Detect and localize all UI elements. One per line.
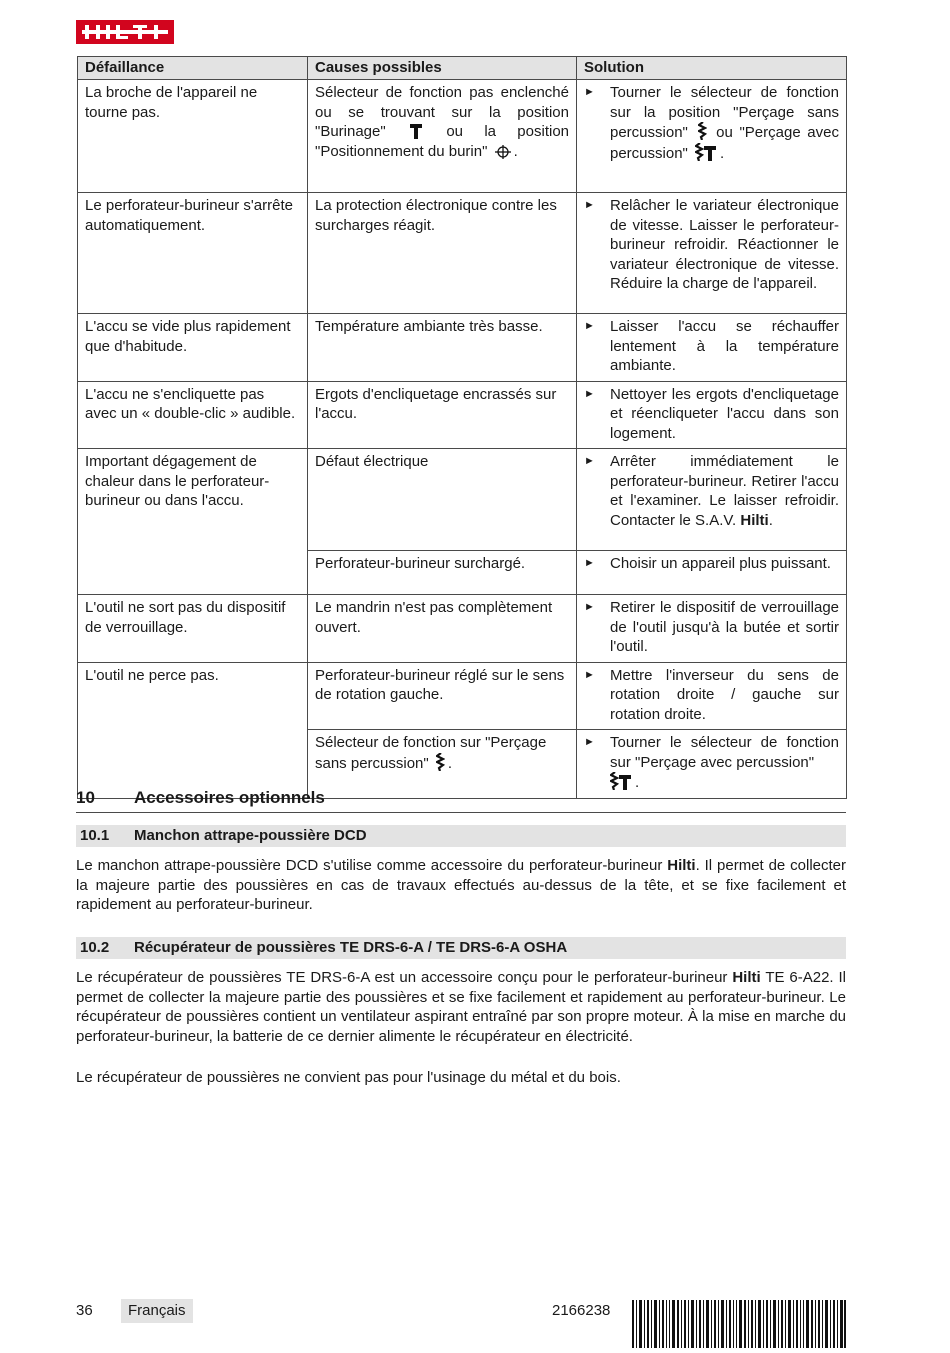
bullet-arrow-icon: ► bbox=[584, 455, 595, 467]
table-row bbox=[78, 80, 847, 193]
solution-cell: ► Laisser l'accu se réchauffer lentement à la température ambiante. bbox=[577, 314, 847, 382]
paragraph: Le récupérateur de poussières TE DRS-6-A est un accessoire conçu pour le perforateur-burineur Hilti TE 6-A22. Il permet de collecter la majeure partie des poussières et se fixe facilement et rapidement au perforateur-burineur. Le récupérateur de poussières contient un ventilateur aspirant entraîné par son propre moteur. À la mise en marche du perforateur-burineur, la batterie de ce dernier alimente le récupérateur en électricité. bbox=[76, 969, 846, 1045]
table-header-row bbox=[78, 57, 847, 80]
drilling-icon bbox=[698, 122, 707, 140]
defect-cell: L'accu se vide plus rapidement que d'habitude. bbox=[78, 314, 308, 382]
table-row bbox=[78, 314, 847, 382]
subsection-title: Manchon attrape-poussière DCD bbox=[134, 827, 367, 844]
bullet-arrow-icon: ► bbox=[584, 601, 595, 613]
solution-cell: ► Nettoyer les ergots d'encliquetage et réencliqueter l'accu dans son logement. bbox=[577, 381, 847, 449]
solution-cell bbox=[577, 80, 847, 193]
column-header-solution: Solution bbox=[577, 57, 847, 80]
table-row bbox=[78, 662, 847, 730]
defect-cell: Important dégagement de chaleur dans le perforateur-burineur ou dans l'accu. bbox=[78, 449, 308, 595]
drilling-icon bbox=[436, 753, 445, 771]
section-heading bbox=[76, 786, 846, 813]
subsection-title: Récupérateur de poussières TE DRS-6-A / TE DRS-6-A OSHA bbox=[134, 939, 568, 956]
defect-cell: La broche de l'appareil ne tourne pas. bbox=[78, 80, 308, 193]
subsection-number: 10.1 bbox=[80, 827, 110, 844]
solution-cell: ► Arrêter immédiatement le perforateur-burineur. Retirer l'accu et l'examiner. Le laisser refroidir. Contacter le S.A.V. Hilti. bbox=[577, 449, 847, 551]
bullet-arrow-icon: ► bbox=[584, 557, 595, 569]
bullet-arrow-icon: ► bbox=[584, 387, 595, 400]
troubleshooting-table bbox=[77, 56, 847, 799]
defect-cell: L'outil ne perce pas. bbox=[78, 662, 308, 798]
table-row bbox=[78, 193, 847, 314]
hammer-drilling-icon bbox=[695, 143, 717, 161]
subsection-heading bbox=[76, 825, 846, 847]
solution-cell: ► Retirer le dispositif de verrouillage de l'outil jusqu'à la butée et sortir l'outil. bbox=[577, 595, 847, 663]
defect-cell: L'accu ne s'encliquette pas avec un « double-clic » audible. bbox=[78, 381, 308, 449]
column-header-causes: Causes possibles bbox=[308, 57, 577, 80]
solution-cell: ► Mettre l'inverseur du sens de rotation droite / gauche sur rotation droite. bbox=[577, 662, 847, 730]
cause-cell: Défaut électrique bbox=[308, 449, 577, 551]
bullet-arrow-icon: ► bbox=[584, 736, 595, 748]
defect-cell: L'outil ne sort pas du dispositif de verrouillage. bbox=[78, 595, 308, 663]
language-label: Français bbox=[121, 1299, 193, 1323]
bullet-arrow-icon: ► bbox=[584, 668, 595, 681]
barcode bbox=[632, 1300, 846, 1348]
subsection-heading bbox=[76, 937, 846, 959]
table-row bbox=[78, 449, 847, 551]
hilti-logo bbox=[76, 20, 174, 44]
solution-item: ► Tourner le sélecteur de fonction sur la position "Perçage sans percussion" ou "Perçage avec percussion" . bbox=[584, 84, 839, 162]
cause-cell: Sélecteur de fonction sur "Perçage sans percussion" . bbox=[308, 730, 577, 799]
subsection-number: 10.2 bbox=[80, 939, 110, 956]
table-row bbox=[78, 381, 847, 449]
paragraph: Le récupérateur de poussières ne convient pas pour l'usinage du métal et du bois. bbox=[76, 1069, 621, 1086]
defect-cell: Le perforateur-burineur s'arrête automatiquement. bbox=[78, 193, 308, 314]
column-header-defect: Défaillance bbox=[78, 57, 308, 80]
cause-cell: Perforateur-burineur réglé sur le sens de rotation gauche. bbox=[308, 662, 577, 730]
solution-cell: ► Choisir un appareil plus puissant. bbox=[577, 551, 847, 595]
cause-cell: Le mandrin n'est pas complètement ouvert. bbox=[308, 595, 577, 663]
bullet-arrow-icon: ► bbox=[584, 199, 595, 211]
document-code: 2166238 bbox=[552, 1302, 611, 1319]
cause-cell: Sélecteur de fonction pas enclenché ou se trouvant sur la position "Burinage" ou la position "Positionnement du burin" . bbox=[308, 80, 577, 193]
solution-cell: ► Relâcher le variateur électronique de vitesse. Laisser le perforateur-burineur refroidir. Réactionner le variateur électronique de vitesse. Réduire la charge de l'appareil. bbox=[577, 193, 847, 314]
section-number: 10 bbox=[76, 788, 95, 807]
cause-cell: Ergots d'encliquetage encrassés sur l'accu. bbox=[308, 381, 577, 449]
cause-cell: La protection électronique contre les surcharges réagit. bbox=[308, 193, 577, 314]
bullet-arrow-icon: ► bbox=[584, 86, 595, 98]
chisel-position-icon bbox=[495, 145, 511, 159]
cause-cell: Température ambiante très basse. bbox=[308, 314, 577, 382]
section-title: Accessoires optionnels bbox=[134, 788, 325, 807]
table-row bbox=[78, 595, 847, 663]
solution-cell: ► Tourner le sélecteur de fonction sur "Perçage avec percussion" . bbox=[577, 730, 847, 799]
chiselling-icon bbox=[410, 124, 422, 139]
page-number: 36 bbox=[76, 1302, 93, 1319]
paragraph: Le manchon attrape-poussière DCD s'utilise comme accessoire du perforateur-burineur Hilti. Il permet de collecter la majeure partie des poussières en cas de travaux effectués au-dessus de la tête, et se fixe facilement et rapidement au perforateur-burineur. bbox=[76, 857, 847, 913]
bullet-arrow-icon: ► bbox=[584, 320, 595, 332]
cause-cell: Perforateur-burineur surchargé. bbox=[308, 551, 577, 595]
